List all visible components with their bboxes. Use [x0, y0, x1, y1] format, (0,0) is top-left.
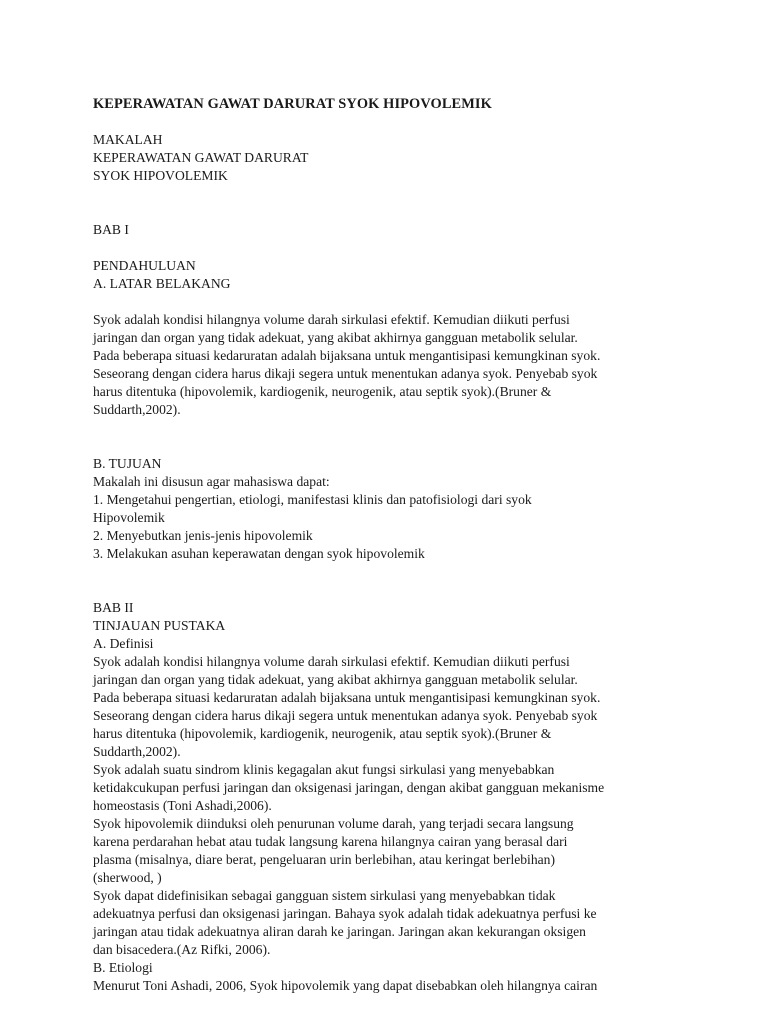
- chapter-subheading: PENDAHULUAN: [93, 258, 196, 273]
- text-line: jaringan dan organ yang tidak adekuat, yang akibat akhirnya gangguan metabolik selular.: [93, 672, 578, 687]
- text-line: harus ditentuka (hipovolemik, kardiogenik, neurogenik, atau septik syok).(Bruner &: [93, 384, 552, 399]
- cover-line: SYOK HIPOVOLEMIK: [93, 168, 228, 183]
- text-line: 1. Mengetahui pengertian, etiologi, manifestasi klinis dan patofisiologi dari syok: [93, 492, 532, 507]
- text-line: Menurut Toni Ashadi, 2006, Syok hipovolemik yang dapat disebabkan oleh hilangnya cairan: [93, 978, 598, 993]
- chapter-heading: BAB II: [93, 600, 134, 615]
- section-heading: A. Definisi: [93, 636, 154, 651]
- text-line: adekuatnya perfusi dan oksigenasi jaringan. Bahaya syok adalah tidak adekuatnya perfusi ke: [93, 906, 597, 921]
- text-line: Pada beberapa situasi kedaruratan adalah bijaksana untuk mengantisipasi kemungkinan syok.: [93, 348, 601, 363]
- paragraph: [93, 473, 693, 563]
- paragraph: [93, 977, 693, 995]
- chapter-heading: BAB I: [93, 222, 129, 237]
- cover-line: MAKALAH: [93, 132, 163, 147]
- text-line: homeostasis (Toni Ashadi,2006).: [93, 798, 272, 813]
- text-line: Seseorang dengan cidera harus dikaji segera untuk menentukan adanya syok. Penyebab syok: [93, 708, 598, 723]
- text-line: Suddarth,2002).: [93, 402, 181, 417]
- text-line: Pada beberapa situasi kedaruratan adalah bijaksana untuk mengantisipasi kemungkinan syok.: [93, 690, 601, 705]
- section-heading: A. LATAR BELAKANG: [93, 276, 231, 291]
- section-heading: B. Etiologi: [93, 960, 153, 975]
- text-line: plasma (misalnya, diare berat, pengeluaran urin berlebihan, atau keringat berlebihan): [93, 852, 555, 867]
- document-body: [93, 95, 693, 995]
- text-line: Hipovolemik: [93, 510, 165, 525]
- text-line: dan bisacedera.(Az Rifki, 2006).: [93, 942, 271, 957]
- text-line: Syok adalah kondisi hilangnya volume darah sirkulasi efektif. Kemudian diikuti perfusi: [93, 654, 570, 669]
- text-line: (sherwood, ): [93, 870, 162, 885]
- document-title: KEPERAWATAN GAWAT DARURAT SYOK HIPOVOLEMIK: [93, 96, 492, 112]
- cover-block: [93, 131, 693, 185]
- text-line: Syok adalah kondisi hilangnya volume darah sirkulasi efektif. Kemudian diikuti perfusi: [93, 312, 570, 327]
- text-line: 3. Melakukan asuhan keperawatan dengan syok hipovolemik: [93, 546, 425, 561]
- text-line: ketidakcukupan perfusi jaringan dan oksigenasi jaringan, dengan akibat gangguan mekanisme: [93, 780, 605, 795]
- chapter-subheading: TINJAUAN PUSTAKA: [93, 618, 226, 633]
- text-line: Syok adalah suatu sindrom klinis kegagalan akut fungsi sirkulasi yang menyebabkan: [93, 762, 555, 777]
- paragraph: [93, 653, 693, 959]
- section-heading: B. TUJUAN: [93, 456, 162, 471]
- paragraph: [93, 311, 693, 419]
- text-line: Syok dapat didefinisikan sebagai gangguan sistem sirkulasi yang menyebabkan tidak: [93, 888, 556, 903]
- text-line: 2. Menyebutkan jenis-jenis hipovolemik: [93, 528, 313, 543]
- text-line: Seseorang dengan cidera harus dikaji segera untuk menentukan adanya syok. Penyebab syok: [93, 366, 598, 381]
- text-line: Suddarth,2002).: [93, 744, 181, 759]
- text-line: harus ditentuka (hipovolemik, kardiogenik, neurogenik, atau septik syok).(Bruner &: [93, 726, 552, 741]
- text-line: jaringan atau tidak adekuatnya aliran darah ke jaringan. Jaringan akan kekurangan oksigen: [93, 924, 586, 939]
- text-line: Syok hipovolemik diinduksi oleh penurunan volume darah, yang terjadi secara langsung: [93, 816, 574, 831]
- cover-line: KEPERAWATAN GAWAT DARURAT: [93, 150, 309, 165]
- text-line: jaringan dan organ yang tidak adekuat, yang akibat akhirnya gangguan metabolik selular.: [93, 330, 578, 345]
- text-line: Makalah ini disusun agar mahasiswa dapat:: [93, 474, 330, 489]
- text-line: karena perdarahan hebat atau tudak langsung karena hilangnya cairan yang berasal dari: [93, 834, 568, 849]
